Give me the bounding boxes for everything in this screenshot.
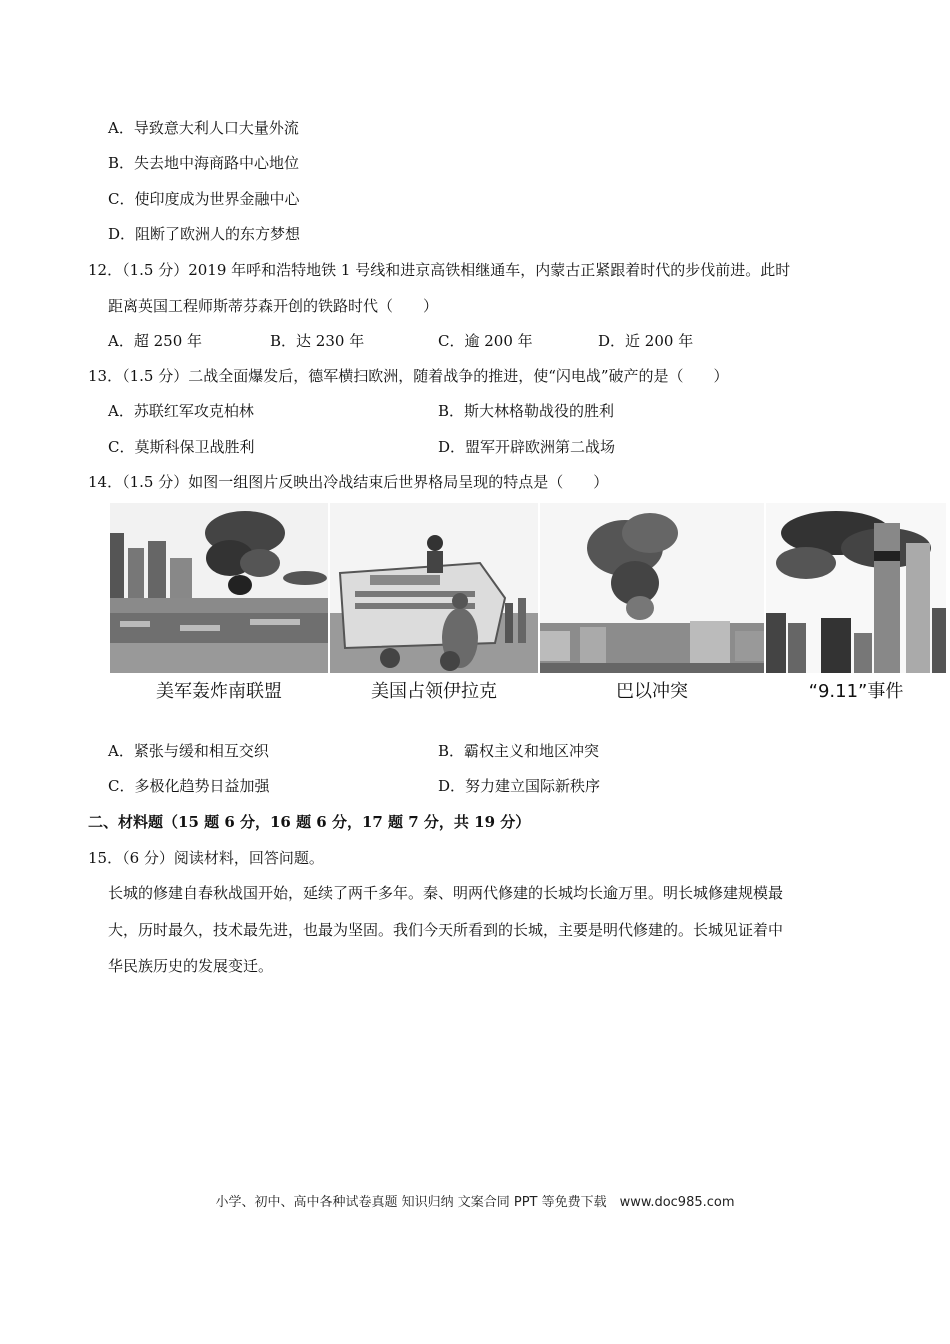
q13-option-b: B．斯大林格勒战役的胜利 (438, 402, 615, 420)
q11-option-c: C．使印度成为世界金融中心 (108, 190, 300, 208)
q15-material-line1: 长城的修建自春秋战国开始，延续了两千多年。秦、明两代修建的长城均长逾万里。明长城修建规模最 (108, 884, 784, 902)
caption-israel-palestine-conflict: 巴以冲突 (616, 681, 688, 702)
photo-bombing-yugoslavia (110, 503, 328, 673)
q15-material-line2: 大，历时最久，技术最先进，也最为坚固。我们今天所看到的长城，主要是明代修建的。长城见证着中 (108, 921, 784, 939)
photo-israel-palestine-conflict (540, 503, 764, 673)
caption-iraq-occupation: 美国占领伊拉克 (371, 681, 497, 702)
section2-heading: 二、材料题（15 题 6 分，16 题 6 分，17 题 7 分，共 19 分） (88, 813, 531, 831)
q11-option-a: A．导致意大利人口大量外流 (108, 119, 299, 137)
photo-iraq-occupation (330, 503, 538, 673)
caption-bombing-yugoslavia: 美军轰炸南联盟 (156, 681, 282, 702)
q13-option-d: D．盟军开辟欧洲第二战场 (438, 438, 616, 456)
page-footer: 小学、初中、高中各种试卷真题 知识归纳 文案合同 PPT 等免费下载 www.doc985.com (215, 1195, 735, 1210)
q12-option-c: C．逾 200 年 (438, 332, 533, 350)
q14-option-b: B．霸权主义和地区冲突 (438, 742, 600, 760)
caption-911-attacks: “9.11”事件 (808, 681, 904, 702)
q12-option-d: D．近 200 年 (598, 332, 694, 350)
q14-option-a: A．紧张与缓和相互交织 (108, 742, 269, 760)
q12-stem-line2: 距离英国工程师斯蒂芬森开创的铁路时代（ ） (108, 297, 439, 315)
q11-option-d: D．阻断了欧洲人的东方梦想 (108, 225, 301, 243)
q12-stem-line1: 12．（1.5 分）2019 年呼和浩特地铁 1 号线和进京高铁相继通车，内蒙古正紧跟着时代的步伐前进。此时 (88, 261, 791, 279)
q14-option-c: C．多极化趋势日益加强 (108, 777, 270, 795)
q14-stem: 14．（1.5 分）如图一组图片反映出冷战结束后世界格局呈现的特点是（ ） (88, 473, 609, 491)
q13-option-c: C．莫斯科保卫战胜利 (108, 438, 255, 456)
q15-material-line3: 华民族历史的发展变迁。 (108, 957, 274, 975)
q15-stem: 15．（6 分）阅读材料，回答问题。 (88, 849, 324, 867)
q12-option-a: A．超 250 年 (108, 332, 202, 350)
q14-photo-strip (110, 503, 946, 673)
photo-911-attacks (766, 503, 946, 673)
q13-stem: 13．（1.5 分）二战全面爆发后，德军横扫欧洲，随着战争的推进，使“闪电战”破产的是（ ） (88, 367, 729, 385)
q11-option-b: B．失去地中海商路中心地位 (108, 154, 300, 172)
q12-option-b: B．达 230 年 (270, 332, 365, 350)
q13-option-a: A．苏联红军攻克柏林 (108, 402, 254, 420)
q14-option-d: D．努力建立国际新秩序 (438, 777, 601, 795)
